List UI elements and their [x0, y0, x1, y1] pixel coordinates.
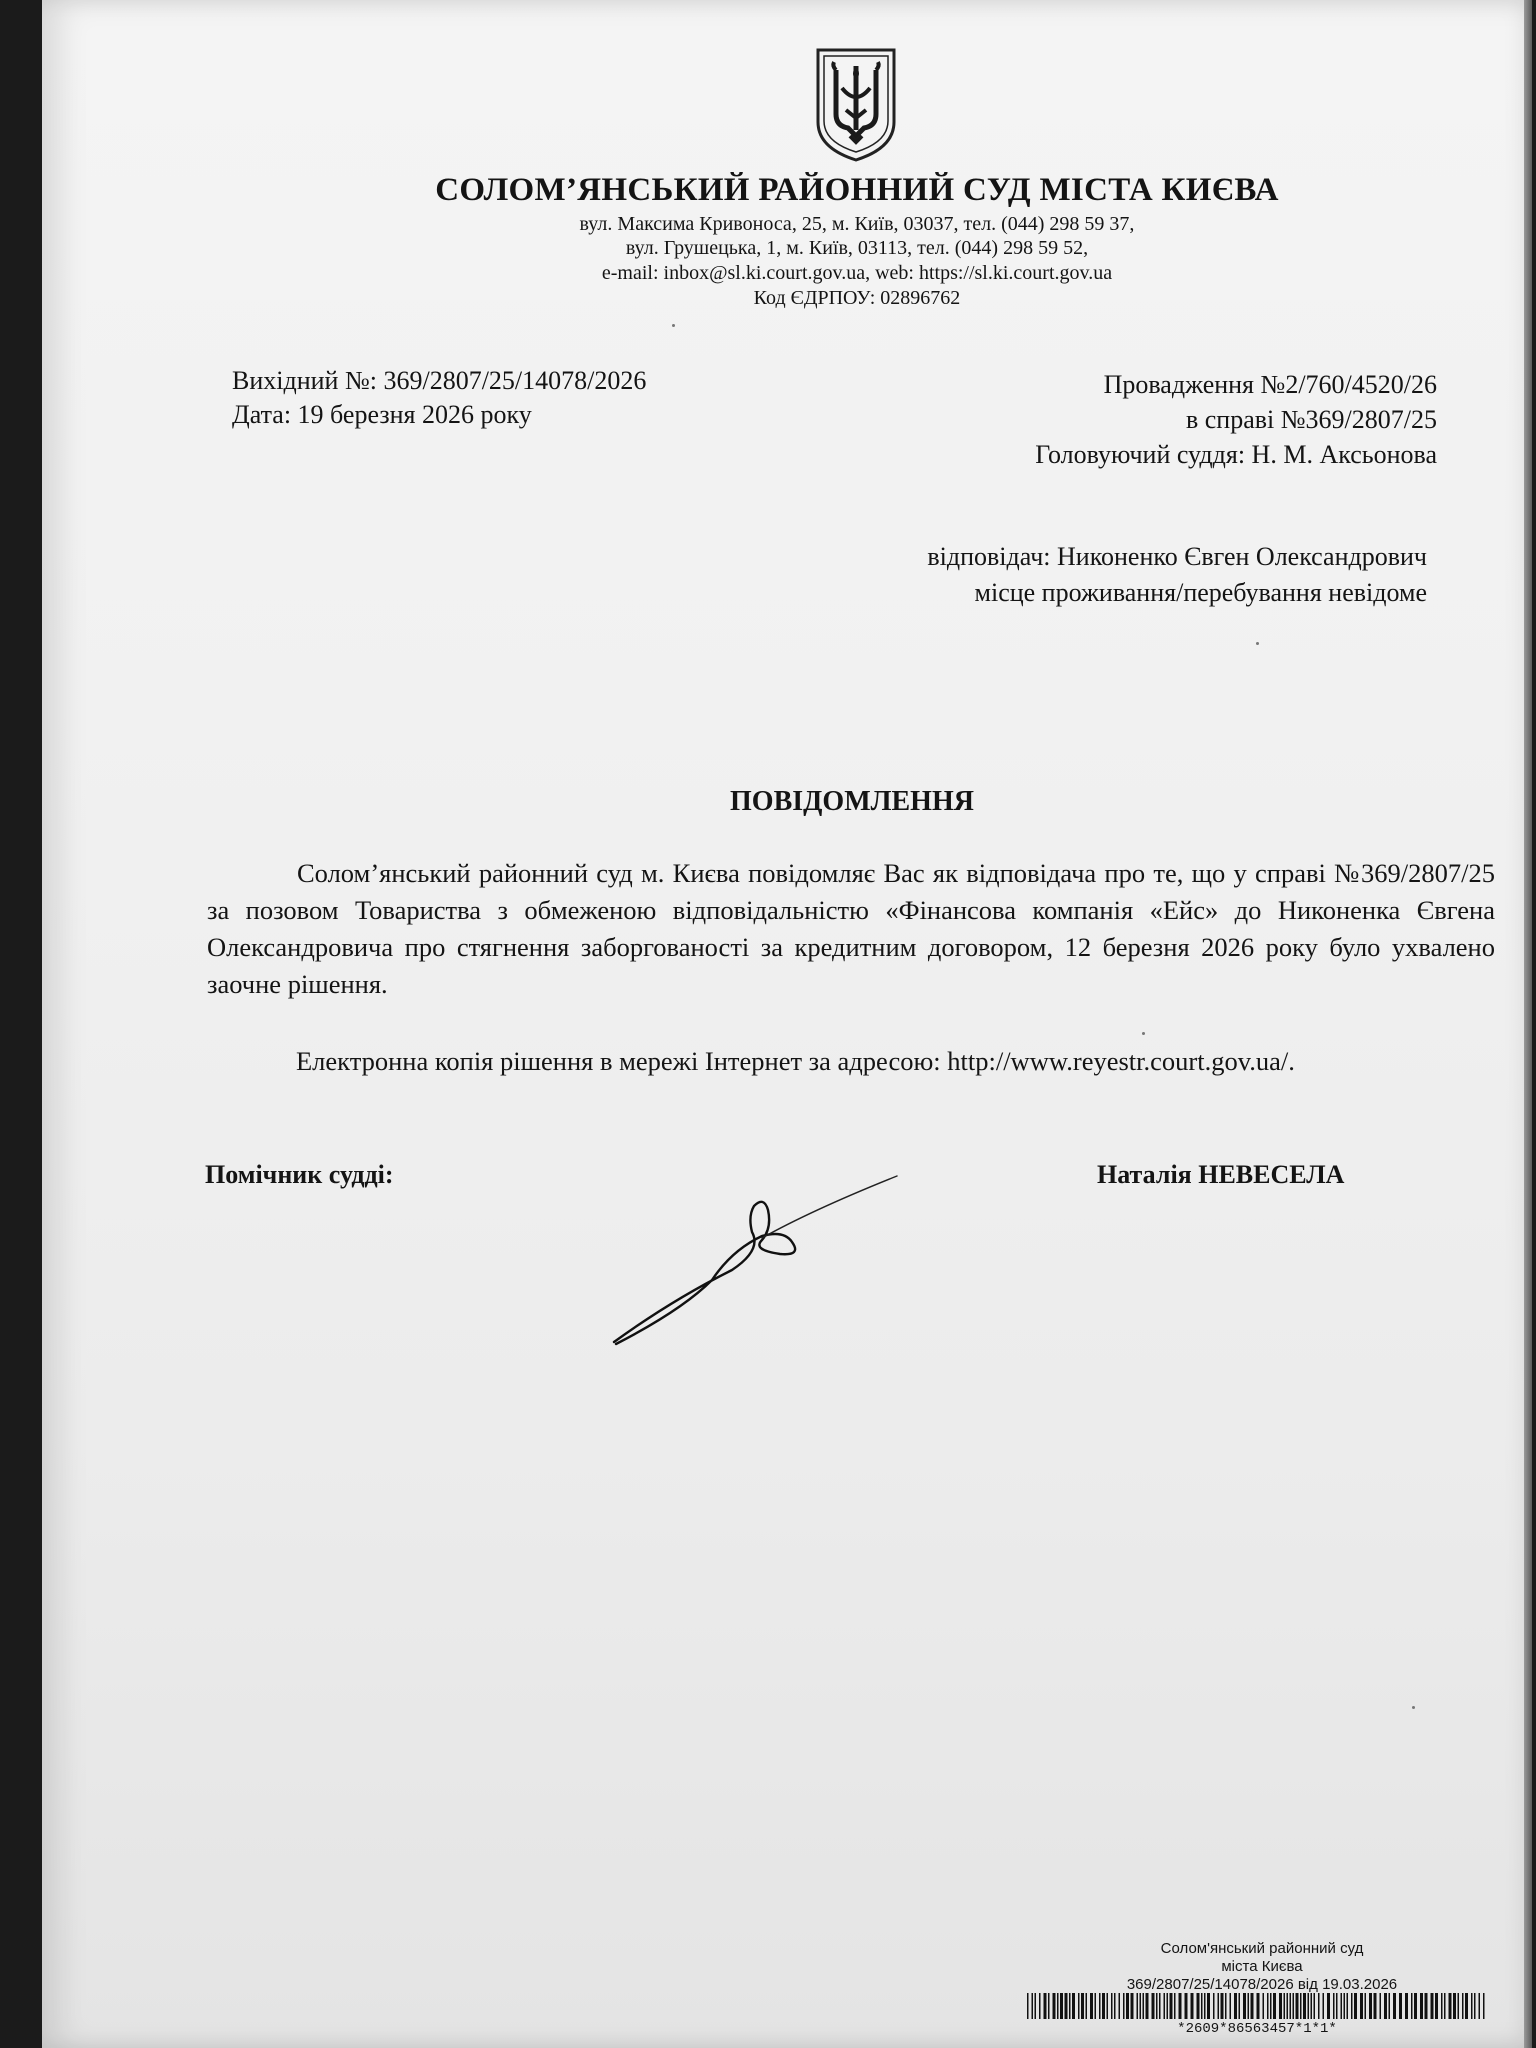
court-address-1: вул. Максима Кривоноса, 25, м. Київ, 03037, тел. (044) 298 59 37,	[579, 213, 1135, 235]
barcode-bar	[1191, 1993, 1194, 2019]
barcode-bar	[1114, 1993, 1116, 2019]
barcode-bar	[1123, 1993, 1125, 2019]
barcode-bar	[1081, 1993, 1084, 2019]
barcode-bar	[1057, 1993, 1059, 2019]
paper-speck	[1142, 1032, 1145, 1035]
barcode-bar	[1078, 1993, 1080, 2019]
barcode-bar	[1393, 1993, 1396, 2019]
barcode-bar	[1065, 1993, 1068, 2019]
barcode-bar	[1327, 1993, 1330, 2019]
barcode-bar	[1234, 1993, 1237, 2019]
barcode-bar	[1086, 1993, 1088, 2019]
barcode-bar	[1474, 1993, 1476, 2019]
barcode-bar	[1032, 1993, 1034, 2019]
barcode-bar	[1179, 1993, 1182, 2019]
barcode-bar	[1267, 1993, 1269, 2019]
barcode-bar	[1420, 1993, 1423, 2019]
barcode-bar	[1156, 1993, 1158, 2019]
barcode-bar	[1170, 1993, 1173, 2019]
barcode-bar	[1380, 1993, 1382, 2019]
barcode-bar	[1251, 1993, 1254, 2019]
paper-speck	[672, 324, 675, 327]
barcode-bar	[1131, 1993, 1134, 2019]
barcode-bar	[1311, 1993, 1313, 2019]
paper-speck	[1412, 1706, 1415, 1709]
barcode-bar	[1270, 1993, 1272, 2019]
barcode-bar	[1293, 1993, 1295, 2019]
registry-link-sentence: Електронна копія рішення в мережі Інтернет за адресою: http://www.reyestr.court.gov.ua/.	[296, 1046, 1295, 1076]
barcode-bar	[1354, 1993, 1357, 2019]
barcode-bar	[1399, 1993, 1402, 2019]
stamp-court-line-1: Солом'янський районний суд	[1160, 1940, 1364, 1957]
signatory-role: Помічник судді:	[205, 1160, 394, 1189]
barcode-bar	[1090, 1993, 1093, 2019]
barcode-bar	[1483, 1993, 1485, 2019]
barcode-bar	[1303, 1993, 1306, 2019]
barcode-bar	[1102, 1993, 1105, 2019]
outgoing-number: Вихідний №: 369/2807/25/14078/2026	[232, 366, 647, 395]
barcode-bar	[1248, 1993, 1250, 2019]
barcode-bar	[1431, 1993, 1434, 2019]
barcode-bar	[1323, 1993, 1325, 2019]
barcode-bar	[1185, 1993, 1188, 2019]
barcode-bar	[1296, 1993, 1299, 2019]
document-page	[42, 0, 1532, 2048]
barcode-bar	[1405, 1993, 1408, 2019]
barcode-bar	[1449, 1993, 1452, 2019]
barcode-bar	[1300, 1993, 1302, 2019]
barcode-bar	[1167, 1993, 1169, 2019]
barcode-bar	[1344, 1993, 1346, 2019]
barcode-bar	[1204, 1993, 1206, 2019]
barcode-bar	[1111, 1993, 1113, 2019]
barcode-bar	[1287, 1993, 1289, 2019]
barcode-bar	[1048, 1993, 1050, 2019]
barcode-bar	[1140, 1993, 1142, 2019]
barcode-bar	[1411, 1993, 1413, 2019]
barcode-bar	[1174, 1993, 1176, 2019]
barcode-bar	[1435, 1993, 1438, 2019]
barcode-bar	[1207, 1993, 1210, 2019]
barcode-bar	[1039, 1993, 1041, 2019]
barcode-bar	[1263, 1993, 1265, 2019]
barcode-bar	[1164, 1993, 1166, 2019]
barcode-bar	[1333, 1993, 1335, 2019]
barcode-bar	[1035, 1993, 1037, 2019]
barcode-bar	[1069, 1993, 1071, 2019]
barcode-bar	[1374, 1993, 1377, 2019]
barcode-bar	[1458, 1993, 1460, 2019]
court-edrpou: Код ЄДРПОУ: 02896762	[753, 287, 961, 309]
notice-title: ПОВІДОМЛЕННЯ	[730, 786, 974, 817]
barcode-bar	[1279, 1993, 1282, 2019]
respondent-name: відповідач: Никоненко Євген Олександрович	[927, 542, 1427, 571]
stamp-registration: 369/2807/25/14078/2026 від 19.03.2026	[1126, 1976, 1398, 1993]
signatory-name: Наталія НЕВЕСЕЛА	[1097, 1160, 1345, 1189]
barcode-bar	[1471, 1993, 1473, 2019]
barcode-bar	[1027, 1993, 1029, 2019]
barcode-bar	[1239, 1993, 1241, 2019]
coat-of-arms-icon	[812, 44, 900, 164]
notice-paragraph: Солом’янський районний суд м. Києва повідомляє Вас як відповідача про те, що у справі №369/2807/25 за позовом Товариства з обмеженою відповідальністю «Фінансова компанія «Ейс» до Никоненка Євгена Олександровича про стягнення заборгованості за кредитним договором, 12 березня 2026 року було ухвалено заочне рішення.	[207, 858, 1495, 999]
barcode-bar	[1318, 1993, 1320, 2019]
barcode-bar	[1257, 1993, 1260, 2019]
barcode-bar	[1453, 1993, 1456, 2019]
barcode-bar	[1284, 1993, 1286, 2019]
stamp-court-line-2: міста Києва	[1221, 1958, 1303, 1975]
court-title: СОЛОМ’ЯНСЬКИЙ РАЙОННИЙ СУД МІСТА КИЄВА	[435, 172, 1279, 208]
barcode-bar	[1201, 1993, 1203, 2019]
barcode-number: *2609*86563457*1*1*	[1177, 2021, 1337, 2037]
barcode-bar	[1197, 1993, 1200, 2019]
barcode-bar	[1152, 1993, 1155, 2019]
barcode-bar	[1425, 1993, 1428, 2019]
barcode-bar	[1072, 1993, 1075, 2019]
barcode-bar	[1347, 1993, 1349, 2019]
barcode-bar	[1099, 1993, 1101, 2019]
case-number: в справі №369/2807/25	[1185, 405, 1437, 434]
court-address-2: вул. Грушецька, 1, м. Київ, 03113, тел. (044) 298 59 52,	[625, 237, 1089, 259]
court-contacts: e-mail: inbox@sl.ki.court.gov.ua, web: https://sl.ki.court.gov.ua	[601, 262, 1113, 284]
barcode-bar	[1218, 1993, 1220, 2019]
barcode-bar	[1290, 1993, 1292, 2019]
presiding-judge: Головуючий суддя: Н. М. Аксьонова	[1035, 440, 1437, 469]
respondent-residence: місце проживання/перебування невідоме	[974, 578, 1427, 607]
barcode-bar	[1369, 1993, 1372, 2019]
barcode-bar	[1225, 1993, 1227, 2019]
barcode-bar	[1414, 1993, 1417, 2019]
barcode-bar	[1119, 1993, 1121, 2019]
barcode-bar	[1465, 1993, 1468, 2019]
barcode-bar	[1126, 1993, 1129, 2019]
outgoing-date: Дата: 19 березня 2026 року	[232, 400, 532, 429]
barcode-bar	[1308, 1993, 1310, 2019]
barcode-bar	[1351, 1993, 1353, 2019]
barcode-bar	[1159, 1993, 1161, 2019]
barcode-bar	[1221, 1993, 1224, 2019]
barcode-bar	[1107, 1993, 1109, 2019]
barcode-bar	[1360, 1993, 1363, 2019]
barcode-bar	[1341, 1993, 1343, 2019]
paper-speck	[1256, 642, 1259, 645]
barcode-icon	[1027, 1993, 1487, 2019]
proceeding-number: Провадження №2/760/4520/26	[1103, 370, 1437, 399]
barcode-bar	[1146, 1993, 1149, 2019]
barcode-bar	[1314, 1993, 1316, 2019]
barcode-bar	[1044, 1993, 1047, 2019]
barcode-bar	[1137, 1993, 1139, 2019]
barcode-bar	[1479, 1993, 1481, 2019]
barcode-bar	[1441, 1993, 1443, 2019]
barcode-bar	[1053, 1993, 1056, 2019]
barcode-bar	[1213, 1993, 1215, 2019]
barcode-bar	[1230, 1993, 1232, 2019]
barcode-bar	[1273, 1993, 1276, 2019]
barcode-bar	[1060, 1993, 1063, 2019]
barcode-bar	[1243, 1993, 1246, 2019]
barcode-bar	[1095, 1993, 1097, 2019]
handwritten-signature-icon	[612, 1170, 912, 1350]
barcode-bar	[1462, 1993, 1464, 2019]
barcode-bar	[1365, 1993, 1367, 2019]
barcode-bar	[1336, 1993, 1338, 2019]
barcode-bar	[1444, 1993, 1446, 2019]
barcode-bar	[1389, 1993, 1391, 2019]
barcode-bar	[1143, 1993, 1145, 2019]
barcode-bar	[1384, 1993, 1387, 2019]
